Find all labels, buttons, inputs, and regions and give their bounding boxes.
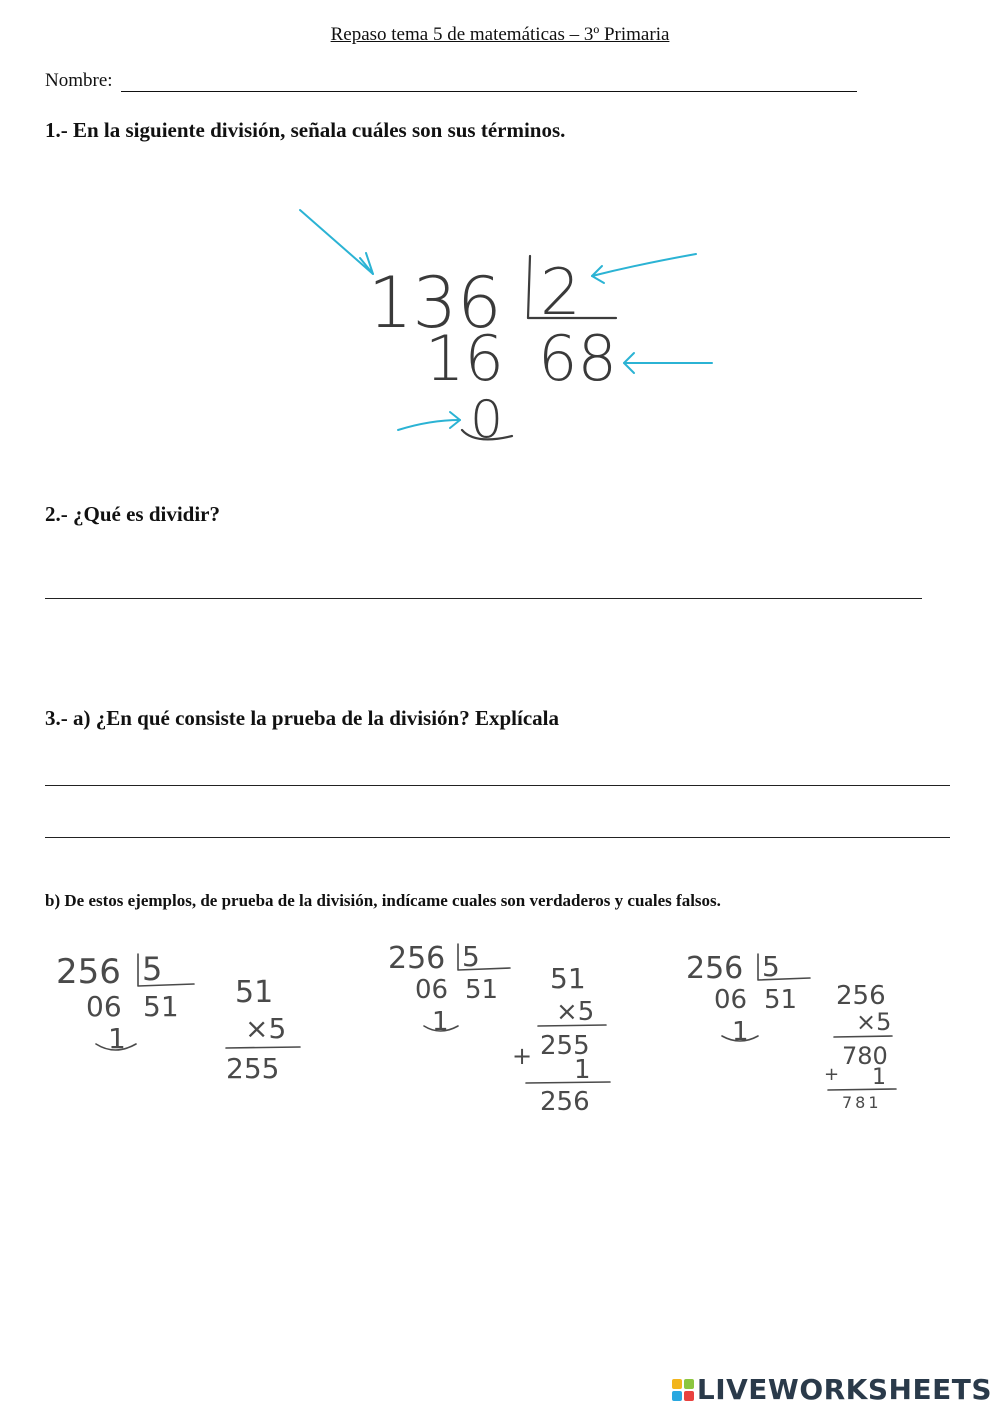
- division-partial: 16: [425, 322, 504, 395]
- ex2-proof-add: 1: [574, 1055, 591, 1085]
- question-3b: b) De estos ejemplos, de prueba de la división, indícame cuales son verdaderos y cuales falsos.: [45, 891, 721, 910]
- logo-text: LIVEWORKSHEETS: [696, 1373, 992, 1406]
- ex1-proof-product: 255: [226, 1052, 280, 1085]
- ex2-remainder: 1: [432, 1007, 449, 1037]
- answer-line-q3a-1[interactable]: [45, 785, 950, 786]
- example-2: [388, 940, 610, 1117]
- arrow-quotient[interactable]: [624, 353, 712, 373]
- division-divisor: 2: [540, 256, 581, 330]
- example-1: [56, 950, 300, 1085]
- question-3a: 3.- a) ¿En qué consiste la prueba de la división? Explícala: [45, 706, 559, 730]
- ex3-proof-a: 256: [836, 981, 886, 1011]
- ex2-partial: 06: [415, 975, 449, 1005]
- example-3: [686, 950, 896, 1112]
- question-2: 2.- ¿Qué es dividir?: [45, 502, 221, 526]
- ex2-proof-plus: +: [512, 1042, 533, 1070]
- ex1-divisor: 5: [142, 950, 163, 988]
- ex2-proof-product: 255: [540, 1031, 590, 1061]
- ex2-dividend: 256: [388, 941, 446, 976]
- ex2-divisor: 5: [462, 940, 480, 973]
- ex3-dividend: 256: [686, 951, 744, 986]
- arrow-divisor[interactable]: [592, 254, 696, 283]
- ex1-proof-b: ×5: [245, 1012, 287, 1045]
- ex1-proof-a: 51: [235, 975, 274, 1010]
- ex3-proof-b: ×5: [856, 1008, 892, 1036]
- arrow-dividend[interactable]: [300, 210, 373, 274]
- ex3-partial: 06: [714, 985, 748, 1015]
- ex2-quotient: 51: [465, 975, 499, 1005]
- liveworksheets-logo: [672, 1373, 992, 1406]
- division-remainder: 0: [470, 390, 504, 450]
- ex1-partial: 06: [86, 990, 122, 1023]
- ex2-proof-total: 256: [540, 1087, 590, 1117]
- division-dividend: 136: [368, 262, 502, 344]
- division-quotient: 68: [538, 322, 617, 395]
- ex1-dividend: 256: [56, 952, 121, 992]
- name-label: Nombre:: [45, 70, 113, 91]
- ex3-remainder: 1: [732, 1017, 749, 1047]
- worksheet-title: Repaso tema 5 de matemáticas – 3º Primaria: [330, 24, 670, 45]
- ex3-quotient: 51: [764, 985, 798, 1015]
- ex1-remainder: 1: [108, 1022, 126, 1055]
- ex2-proof-a: 51: [550, 962, 586, 995]
- ex3-divisor: 5: [762, 950, 780, 983]
- answer-line-q2[interactable]: [45, 598, 922, 599]
- ex3-proof-add: 1: [872, 1065, 886, 1090]
- answer-line-q3a-2[interactable]: [45, 837, 950, 838]
- ex1-quotient: 51: [143, 990, 179, 1023]
- ex2-proof-b: ×5: [556, 997, 595, 1027]
- ex3-proof-total: 781: [842, 1093, 882, 1112]
- ex3-proof-product: 780: [842, 1042, 888, 1070]
- ex3-proof-plus: +: [824, 1064, 840, 1085]
- logo-mark-icon: [672, 1379, 694, 1401]
- arrow-remainder[interactable]: [398, 412, 460, 430]
- question-1: 1.- En la siguiente división, señala cuáles son sus términos.: [45, 118, 566, 142]
